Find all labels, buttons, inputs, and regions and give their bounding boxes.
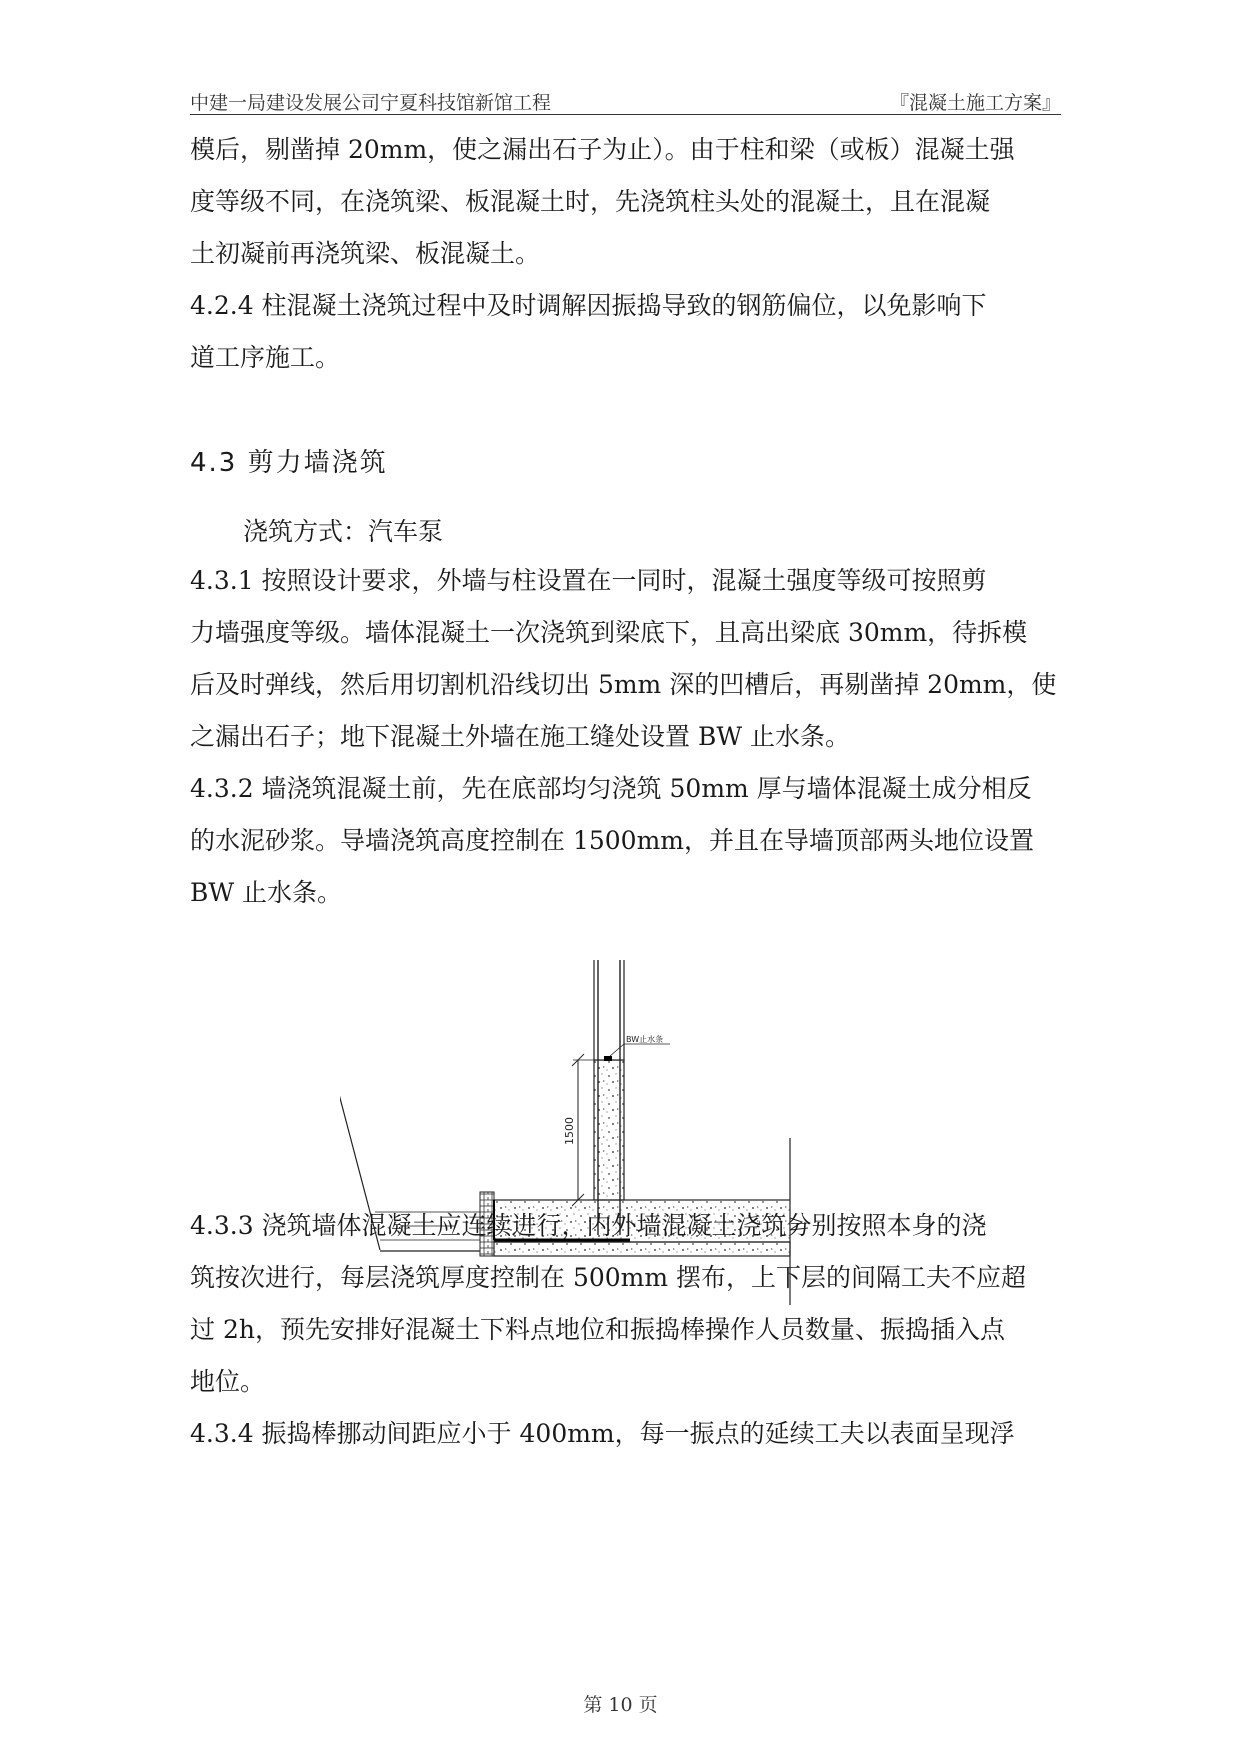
text-line: 后及时弹线，然后用切割机沿线切出 5mm 深的凹槽后，再剔凿掉 20mm，使 [190,670,1057,699]
text-line: 之漏出石子；地下混凝土外墙在施工缝处设置 BW 止水条。 [190,722,850,751]
text-block-2 [190,555,1061,919]
dimension-label: 1500 [563,1117,576,1145]
header-document-title: 『混凝土施工方案』 [889,92,1061,114]
text-line: 4.3.2 墙浇筑混凝土前，先在底部均匀浇筑 50mm 厚与墙体混凝土成分相反 [190,774,1032,803]
text-line: 过 2h，预先安排好混凝土下料点地位和振捣棒操作人员数量、振捣插入点 [190,1315,1005,1344]
text-line: 4.2.4 柱混凝土浇筑过程中及时调解因振捣导致的钢筋偏位，以免影响下 [190,291,987,320]
text-block-3 [190,1200,1061,1460]
text-line: BW 止水条。 [190,878,343,907]
section-heading: 4.3 剪力墙浇筑 [190,448,388,478]
water-stop-callout: BW止水条 [626,1035,664,1044]
header-project-name: 中建一局建设发展公司宁夏科技馆新馆工程 [190,92,552,114]
page-header [190,88,1061,115]
text-line: 4.3.1 按照设计要求，外墙与柱设置在一同时，混凝土强度等级可按照剪 [190,566,987,595]
text-block-1 [190,124,1061,384]
text-line: 筑按次进行，每层浇筑厚度控制在 500mm 摆布，上下层的间隔工夫不应超 [190,1263,1027,1292]
text-line: 模后，剔凿掉 20mm，使之漏出石子为止）。由于柱和梁（或板）混凝土强 [190,135,1015,164]
text-line: 4.3.3 浇筑墙体混凝土应连续进行，内外墙混凝土浇筑分别按照本身的浇 [190,1211,987,1240]
text-line: 土初凝前再浇筑梁、板混凝土。 [190,239,541,268]
text-line: 度等级不同，在浇筑梁、板混凝土时，先浇筑柱头处的混凝土，且在混凝 [190,187,991,216]
water-stop [604,1056,612,1061]
pouring-method: 浇筑方式：汽车泵 [243,517,444,546]
text-line: 的水泥砂浆。导墙浇筑高度控制在 1500mm，并且在导墙顶部两头地位设置 [190,826,1034,855]
page-number: 第 10 页 [583,1694,658,1716]
text-line: 4.3.4 振捣棒挪动间距应小于 400mm，每一振点的延续工夫以表面呈现浮 [190,1419,1015,1448]
text-line: 地位。 [190,1367,266,1396]
text-line: 道工序施工。 [190,343,341,372]
text-line: 力墙强度等级。墙体混凝土一次浇筑到梁底下，且高出梁底 30mm，待拆模 [190,618,1028,647]
